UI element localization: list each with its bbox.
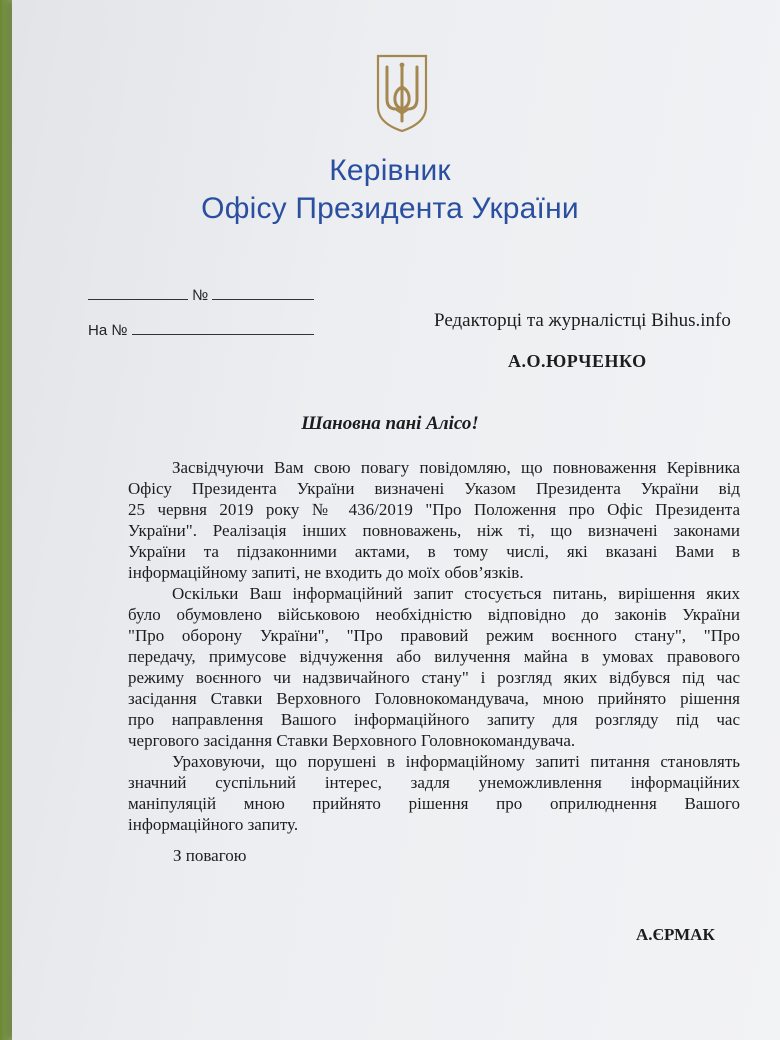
outgoing-number-field bbox=[88, 285, 314, 304]
signer-name: А.ЄРМАК bbox=[636, 925, 715, 944]
paragraph-line: про направлення Вашого інформаційного запиту для розгляду під час bbox=[128, 710, 740, 729]
recipient-position: Редакторці та журналістці Bihus.info bbox=[434, 310, 731, 331]
paragraph-line: інформаційного запиту. bbox=[128, 815, 299, 834]
paragraph-line: 25 червня 2019 року № 436/2019 "Про Положення про Офіс Президента bbox=[128, 500, 740, 519]
recipient-name: А.О.ЮРЧЕНКО bbox=[508, 351, 647, 371]
paragraph-line: України". Реалізація інших повноважень, ніж ті, що визначені законами bbox=[128, 521, 740, 540]
paragraph-line: України та підзаконними актами, в тому числі, які вказані Вами в bbox=[128, 542, 740, 561]
paragraph-line: "Про оборону України", "Про правовий режим воєнного стану", "Про bbox=[128, 626, 740, 645]
number-sign: № bbox=[192, 287, 209, 304]
paragraph-line: маніпуляцій мною прийнято рішення про оприлюднення Вашого bbox=[128, 794, 740, 813]
paragraph-line: інформаційному запиті, не входить до моїх обов’язків. bbox=[128, 563, 524, 582]
paragraph-line: значний суспільний інтерес, задля унеможливлення інформаційних bbox=[128, 773, 740, 792]
header-title: Керівник bbox=[329, 154, 451, 187]
trident-coat-of-arms-icon bbox=[374, 53, 430, 133]
paragraph-line: режиму воєнного чи надзвичайного стану" і розгляд яких відбувся під час bbox=[128, 668, 740, 687]
closing: З повагою bbox=[173, 846, 247, 865]
salutation: Шановна пані Алісо! bbox=[301, 413, 479, 434]
paragraph-line: було обумовлено військовою необхідністю відповідно до законів України bbox=[128, 605, 740, 624]
number-blank bbox=[212, 285, 314, 300]
header-organization: Офісу Президента України bbox=[201, 192, 579, 225]
date-blank bbox=[88, 285, 188, 300]
reply-number-field bbox=[88, 320, 314, 339]
reply-label: На № bbox=[88, 322, 128, 339]
paragraph-line: засідання Ставки Верховного Головнокомандувача, мною прийнято рішення bbox=[128, 689, 740, 708]
paragraph-line: Ураховуючи, що порушені в інформаційному запиті питання становлять bbox=[172, 752, 740, 771]
paragraph-line: Засвідчуючи Вам свою повагу повідомляю, що повноваження Керівника bbox=[172, 458, 740, 477]
reply-blank bbox=[132, 320, 314, 335]
paragraph-line: Оскільки Ваш інформаційний запит стосується питань, вирішення яких bbox=[172, 584, 740, 603]
paragraph-line: Офісу Президента України визначені Указом Президента України від bbox=[128, 479, 740, 498]
paragraph-line: чергового засідання Ставки Верховного Головнокомандувача. bbox=[128, 731, 576, 750]
paragraph-line: передачу, примусове відчуження або вилучення майна в умовах правового bbox=[128, 647, 740, 666]
